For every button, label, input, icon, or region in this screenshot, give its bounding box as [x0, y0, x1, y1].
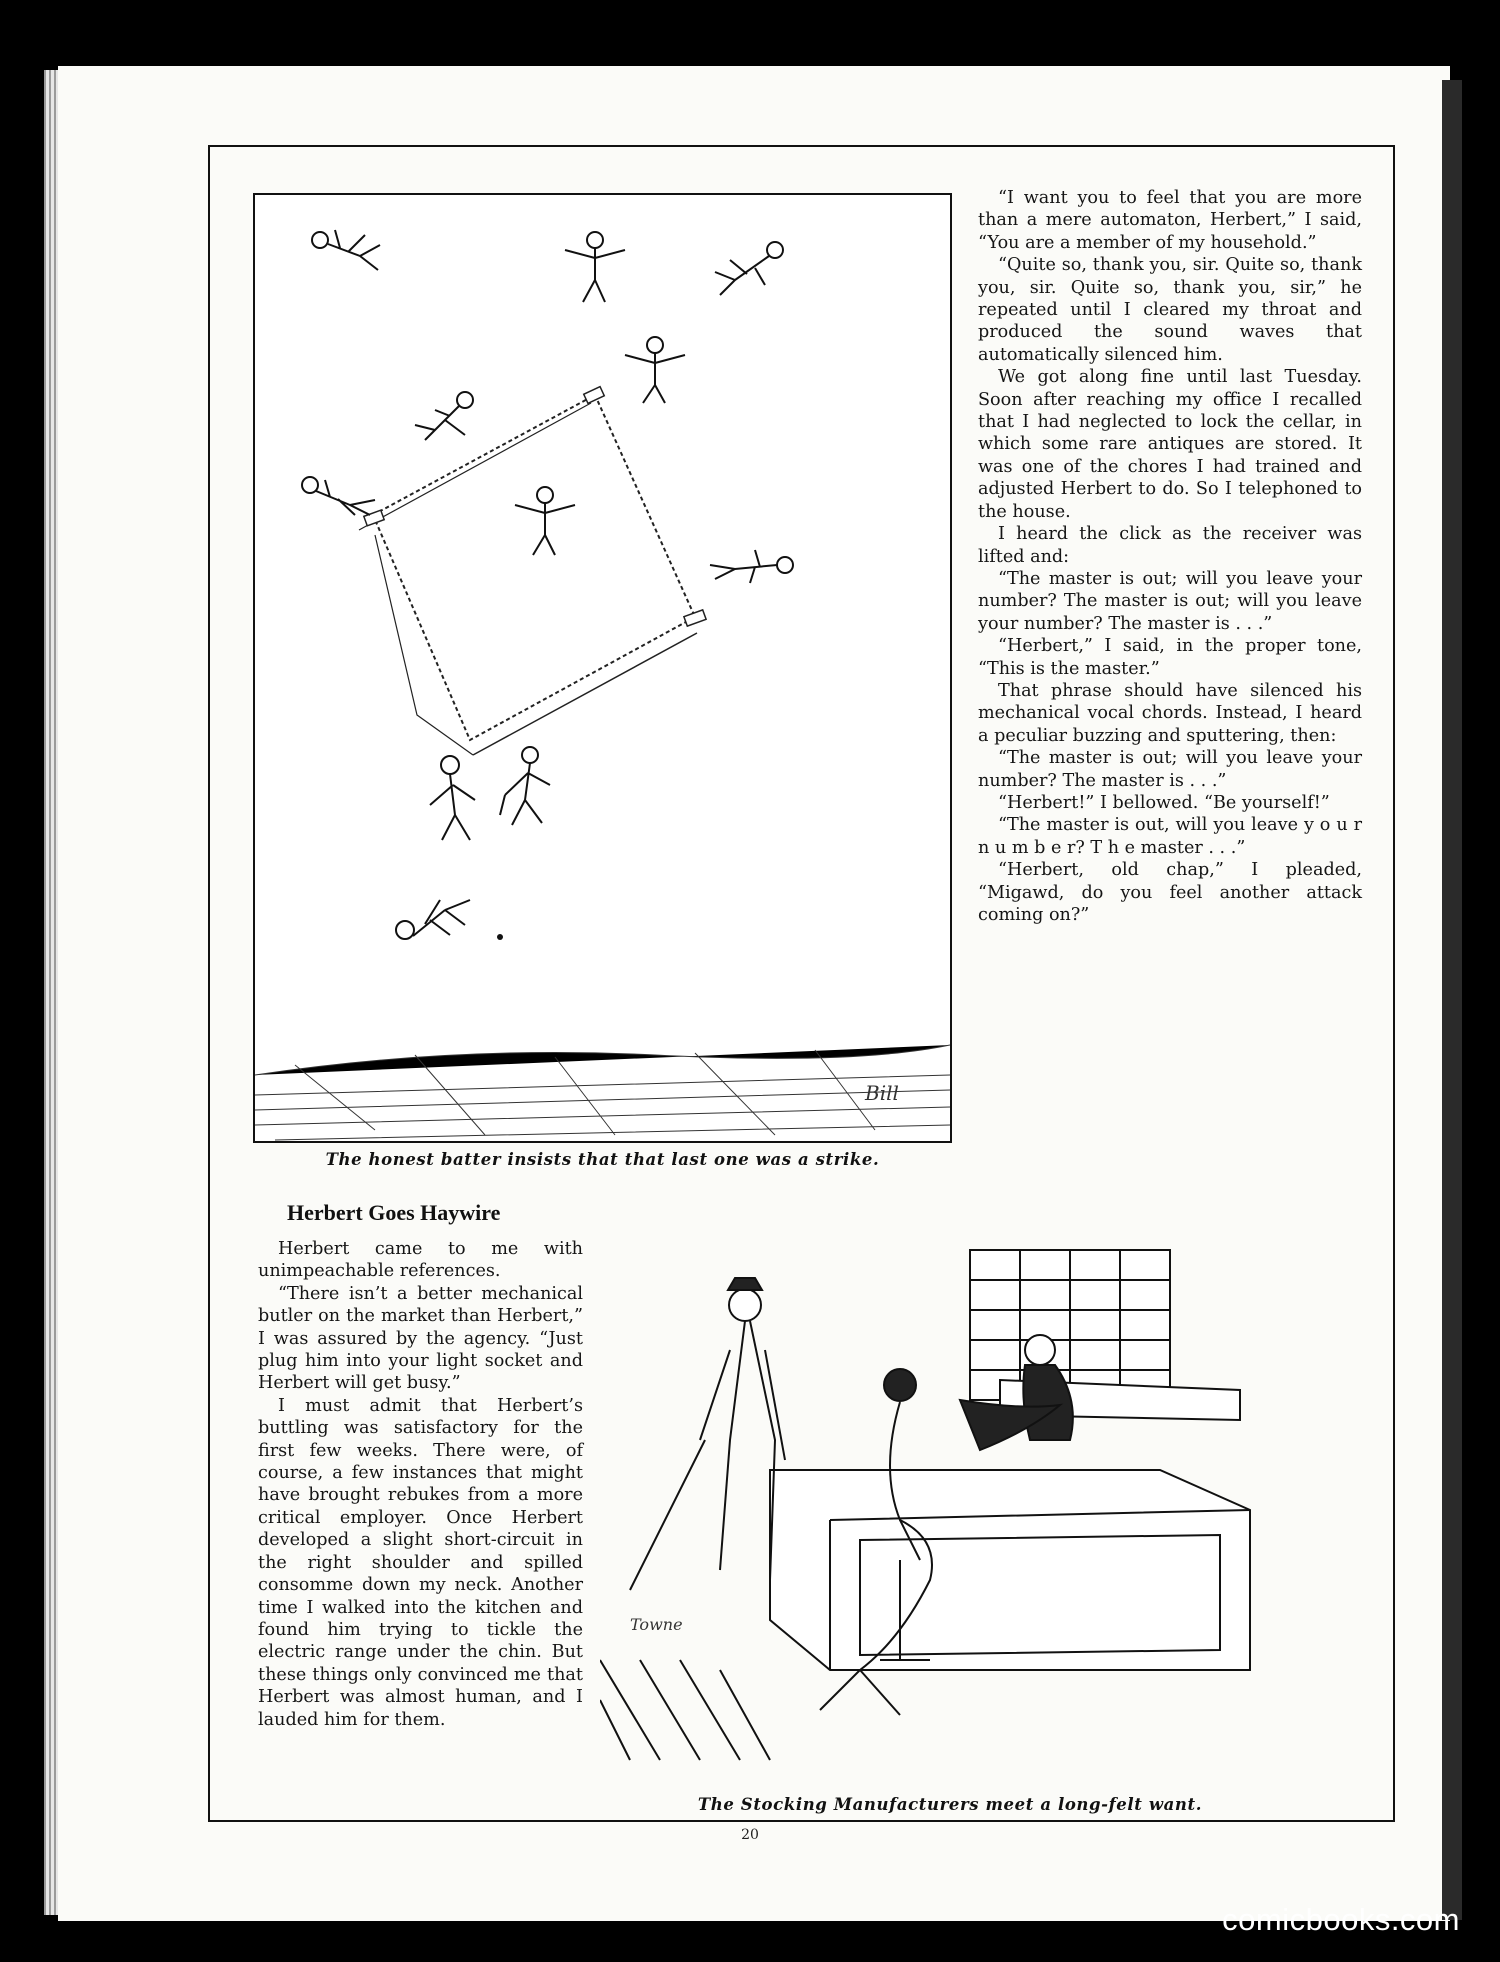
paragraph: “The master is out; will you leave your number? The master is . . .”	[978, 748, 1362, 791]
top-illustration-caption: The honest batter insists that that last one was a strike.	[325, 1150, 880, 1169]
paragraph: “Herbert!” I bellowed. “Be yourself!”	[998, 792, 1330, 813]
right-text-column	[978, 187, 1362, 926]
bottom-illustration-caption: The Stocking Manufacturers meet a long-felt want.	[697, 1795, 1203, 1814]
paragraph: “There isn’t a better mechanical butler on the market than Herbert,” I was assured by the agency. “Just plug him into your light socket and Herbert will get busy.”	[258, 1283, 583, 1394]
svg-text:Bill: Bill	[865, 1081, 899, 1105]
svg-text:Towne: Towne	[630, 1615, 683, 1634]
article-heading: Herbert Goes Haywire	[287, 1200, 501, 1225]
paragraph: “I want you to feel that you are more than a mere automaton, Herbert,” I said, “You are a member of my household.”	[978, 188, 1362, 253]
page-number: 20	[741, 1827, 759, 1843]
paragraph: “The master is out; will you leave your number? The master is out; will you leave your number? The master is . . .”	[978, 568, 1362, 634]
paragraph: I must admit that Herbert’s buttling was satisfactory for the first few weeks. There were, of course, a few instances that might have brought rebukes from a more critical employer. Once Herbert developed a slight short-circuit in the right shoulder and spilled consomme down my neck. Another time I walked into the kitchen and found him trying to tickle the electric range under the chin. But these things only convinced me that Herbert was almost human, and I lauded him for them.	[258, 1395, 583, 1730]
paragraph: “Quite so, thank you, sir. Quite so, thank you, sir. Quite so, thank you, sir,” he repeated until I cleared my throat and produced the sound waves that automatically silenced him.	[978, 255, 1362, 365]
site-watermark: comicbooks.com	[1222, 1902, 1460, 1937]
paragraph: We got along fine until last Tuesday. Soon after reaching my office I recalled that I had neglected to lock the cellar, in which some rare antiques are stored. It was one of the chores I had trained and adjusted Herbert to do. So I telephoned to the house.	[978, 367, 1362, 522]
baseball-cartoon-illustration	[253, 193, 952, 1143]
mermaid-cartoon-illustration	[600, 1240, 1270, 1800]
left-text-column	[258, 1238, 583, 1731]
paragraph: I heard the click as the receiver was lifted and:	[978, 524, 1362, 567]
paragraph: “Herbert,” I said, in the proper tone, “This is the master.”	[978, 636, 1362, 679]
book-gutter	[1442, 80, 1462, 1920]
paragraph: “The master is out, will you leave y o u r n u m b e r? T h e master . . .”	[978, 815, 1362, 858]
paragraph: That phrase should have silenced his mechanical vocal chords. Instead, I heard a peculiar buzzing and sputtering, then:	[978, 680, 1362, 746]
paragraph: Herbert came to me with unimpeachable references.	[258, 1239, 583, 1282]
paragraph: “Herbert, old chap,” I pleaded, “Migawd, do you feel another attack coming on?”	[978, 860, 1362, 925]
